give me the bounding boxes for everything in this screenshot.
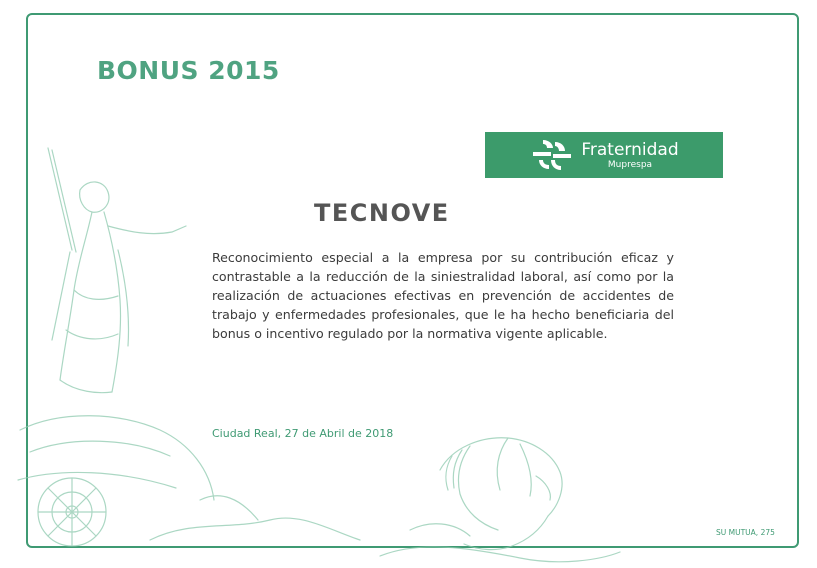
fraternidad-logo <box>485 132 723 178</box>
recognition-text: Reconocimiento especial a la empresa por su contribución eficaz y contrastable a la reducción de la siniestralidad laboral, así como por la realización de actuaciones efectivas en prevención de accidentes de trabajo y enfermedades profesionales, que le ha hecho beneficiaria del bonus o incentivo regulado por la normativa vigente aplicable. <box>212 250 674 341</box>
fraternidad-logo-icon <box>529 138 573 172</box>
document-title: BONUS 2015 <box>97 56 280 85</box>
logo-name: Fraternidad <box>581 139 679 160</box>
place-date: Ciudad Real, 27 de Abril de 2018 <box>212 427 394 440</box>
footer-code: SU MUTUA, 275 <box>716 528 775 537</box>
company-name: TECNOVE <box>314 199 450 227</box>
logo-subtitle: Muprespa <box>607 159 653 170</box>
